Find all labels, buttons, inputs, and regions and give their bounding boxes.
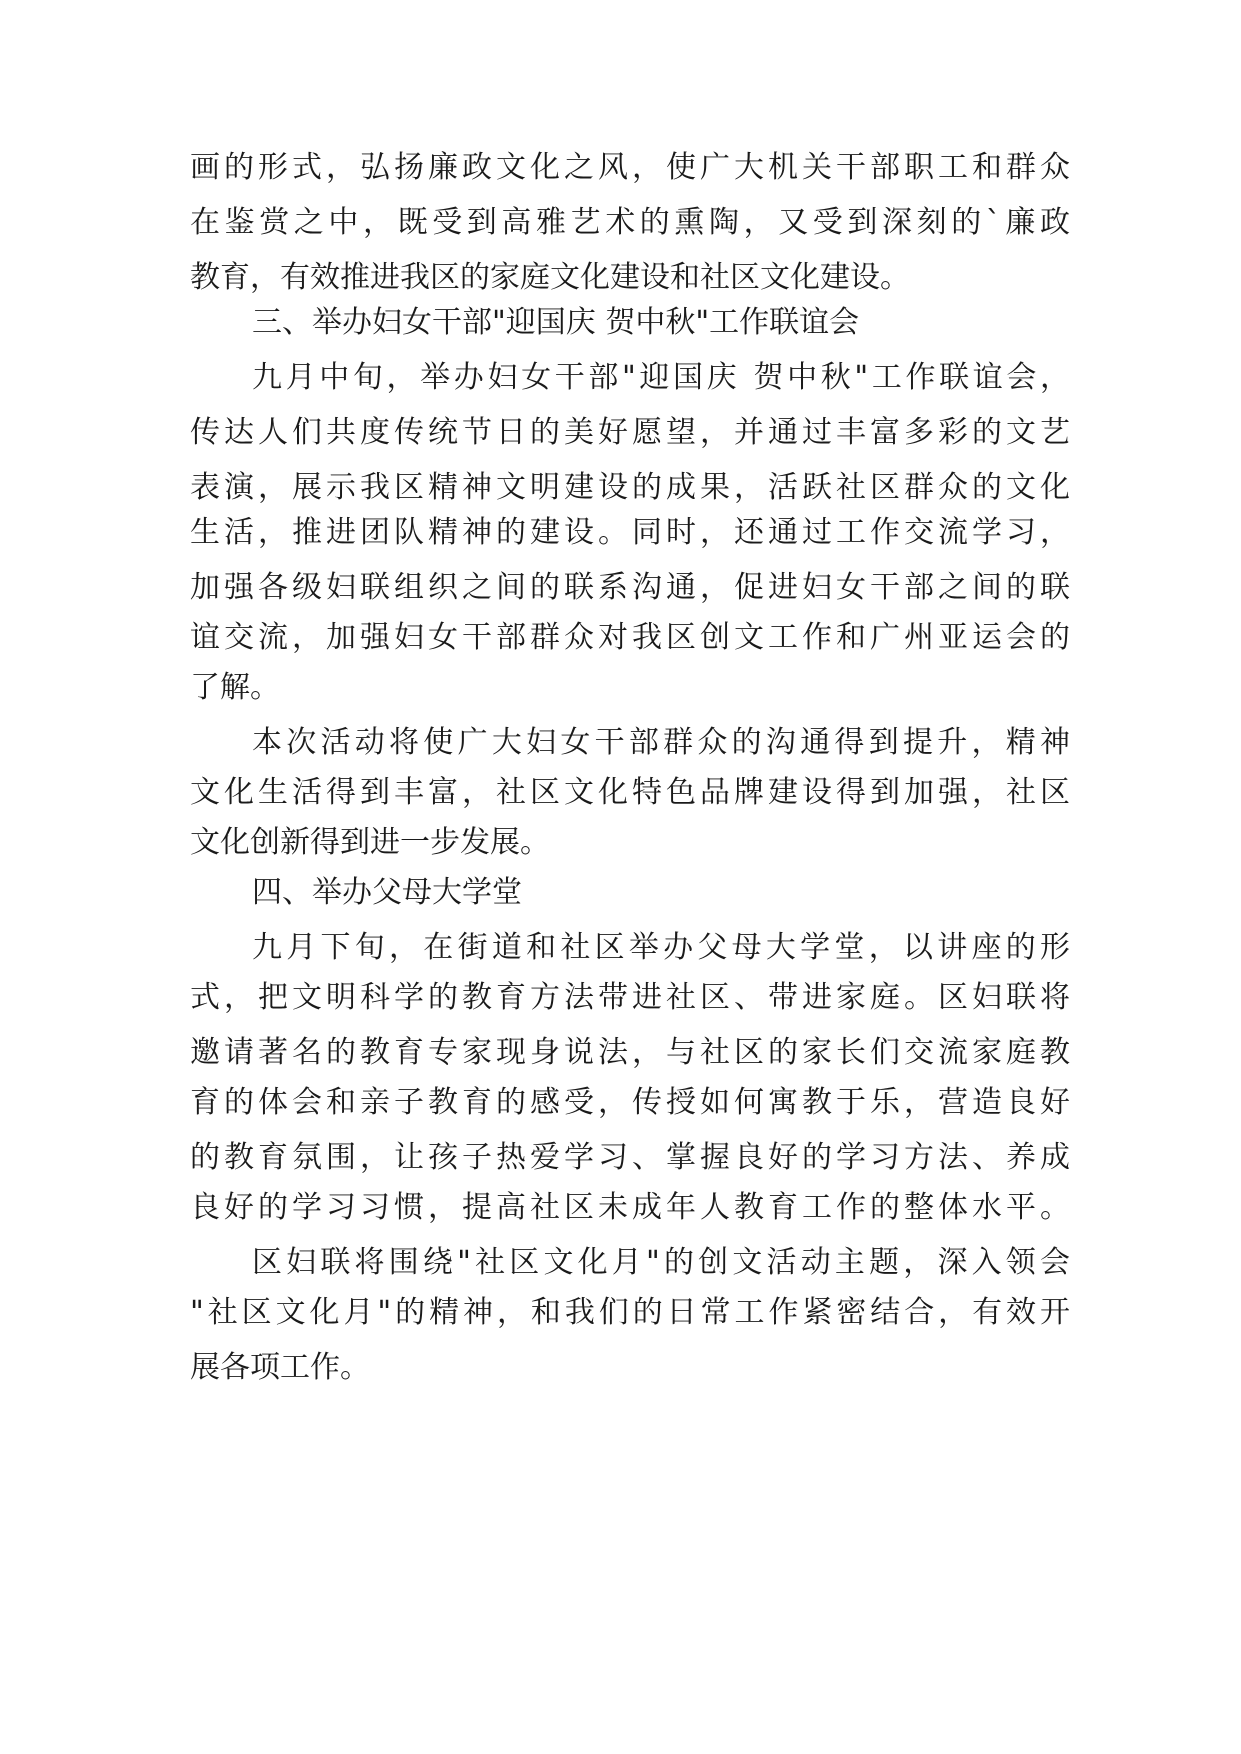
text-line: 生活，推进团队精神的建设。同时，还通过工作交流学习， — [190, 515, 1070, 550]
text-line: 本次活动将使广大妇女干部群众的沟通得到提升，精神 — [252, 725, 1070, 760]
text-line: 加强各级妇联组织之间的联系沟通，促进妇女干部之间的联 — [190, 570, 1070, 605]
text-line: 展各项工作。 — [190, 1350, 370, 1385]
text-line: 画的形式，弘扬廉政文化之风，使广大机关干部职工和群众 — [190, 150, 1070, 185]
text-line: 式，把文明科学的教育方法带进社区、带进家庭。区妇联将 — [190, 980, 1070, 1015]
text-line: 九月下旬，在街道和社区举办父母大学堂，以讲座的形 — [252, 930, 1070, 965]
text-line: 教育，有效推进我区的家庭文化建设和社区文化建设。 — [190, 260, 910, 295]
text-line: 了解。 — [190, 670, 280, 705]
text-line: 邀请著名的教育专家现身说法，与社区的家长们交流家庭教 — [190, 1035, 1070, 1070]
text-line: "社区文化月"的精神，和我们的日常工作紧密结合，有效开 — [190, 1295, 1070, 1330]
text-line: 育的体会和亲子教育的感受，传授如何寓教于乐，营造良好 — [190, 1085, 1070, 1120]
text-line: 表演，展示我区精神文明建设的成果，活跃社区群众的文化 — [190, 470, 1070, 505]
text-line: 区妇联将围绕"社区文化月"的创文活动主题，深入领会 — [252, 1245, 1070, 1280]
text-line: 的教育氛围，让孩子热爱学习、掌握良好的学习方法、养成 — [190, 1140, 1070, 1175]
text-line: 谊交流，加强妇女干部群众对我区创文工作和广州亚运会的 — [190, 620, 1070, 655]
text-line: 文化生活得到丰富，社区文化特色品牌建设得到加强，社区 — [190, 775, 1070, 810]
text-line: 文化创新得到进一步发展。 — [190, 825, 550, 860]
text-line: 良好的学习习惯，提高社区未成年人教育工作的整体水平。 — [190, 1190, 1070, 1225]
text-line: 传达人们共度传统节日的美好愿望，并通过丰富多彩的文艺 — [190, 415, 1070, 450]
text-line: 九月中旬，举办妇女干部"迎国庆 贺中秋"工作联谊会， — [252, 360, 1070, 395]
section-heading: 三、举办妇女干部"迎国庆 贺中秋"工作联谊会 — [252, 305, 860, 340]
section-heading: 四、举办父母大学堂 — [252, 875, 522, 910]
text-line: 在鉴赏之中，既受到高雅艺术的熏陶，又受到深刻的`廉政 — [190, 205, 1070, 240]
